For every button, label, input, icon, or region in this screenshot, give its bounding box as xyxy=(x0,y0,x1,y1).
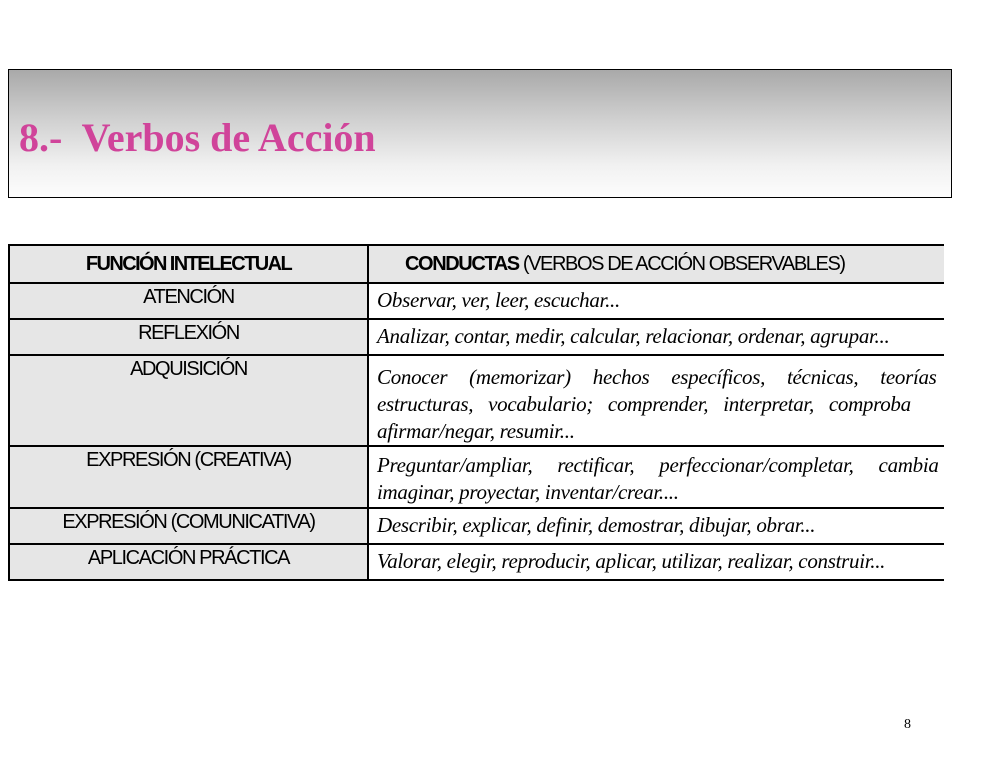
table-row xyxy=(9,446,944,508)
title-banner xyxy=(8,69,952,198)
conducts-line: imaginar, proyectar, inventar/crear.... xyxy=(377,480,679,504)
header-function-label: FUNCIÓN INTELECTUAL xyxy=(85,253,292,275)
row-conducts xyxy=(368,508,944,544)
table-row xyxy=(9,544,944,580)
verbs-table-container xyxy=(8,244,944,585)
table-row xyxy=(9,355,944,446)
conducts-line: Observar, ver, leer, escuchar... xyxy=(377,288,620,312)
conducts-line: estructuras, vocabulario; comprender, interpretar, comproba xyxy=(377,392,911,416)
conducts-line: Valorar, elegir, reproducir, aplicar, utilizar, realizar, construir... xyxy=(377,549,886,573)
row-conducts xyxy=(368,544,944,580)
row-function: ADQUISICIÓN xyxy=(9,355,368,446)
header-conducts-bold: CONDUCTAS xyxy=(405,253,519,275)
row-conducts xyxy=(368,283,944,319)
table-row xyxy=(9,319,944,355)
conducts-line: Preguntar/ampliar, rectificar, perfeccionar/completar, cambia xyxy=(377,453,939,477)
row-function: EXPRESIÓN (CREATIVA) xyxy=(9,446,368,508)
page-number: 8 xyxy=(904,717,911,732)
header-function xyxy=(9,245,368,283)
row-function: REFLEXIÓN xyxy=(9,319,368,355)
conducts-line: Describir, explicar, definir, demostrar, dibujar, obrar... xyxy=(377,513,816,537)
header-conducts-rest: (VERBOS DE ACCIÓN OBSERVABLES) xyxy=(518,253,845,275)
table-row xyxy=(9,283,944,319)
verbs-table xyxy=(8,244,944,581)
row-function: ATENCIÓN xyxy=(9,283,368,319)
row-conducts xyxy=(368,446,944,508)
conducts-line: Conocer (memorizar) hechos específicos, técnicas, teorías xyxy=(377,365,937,389)
conducts-line: afirmar/negar, resumir... xyxy=(377,419,575,443)
slide-title: 8.- Verbos de Acción xyxy=(19,115,376,160)
row-function: APLICACIÓN PRÁCTICA xyxy=(9,544,368,580)
row-function: EXPRESIÓN (COMUNICATIVA) xyxy=(9,508,368,544)
header-conducts xyxy=(368,245,944,283)
table-row xyxy=(9,508,944,544)
conducts-line: Analizar, contar, medir, calcular, relacionar, ordenar, agrupar... xyxy=(377,324,890,348)
row-conducts xyxy=(368,319,944,355)
row-conducts xyxy=(368,355,944,446)
table-header-row xyxy=(9,245,944,283)
